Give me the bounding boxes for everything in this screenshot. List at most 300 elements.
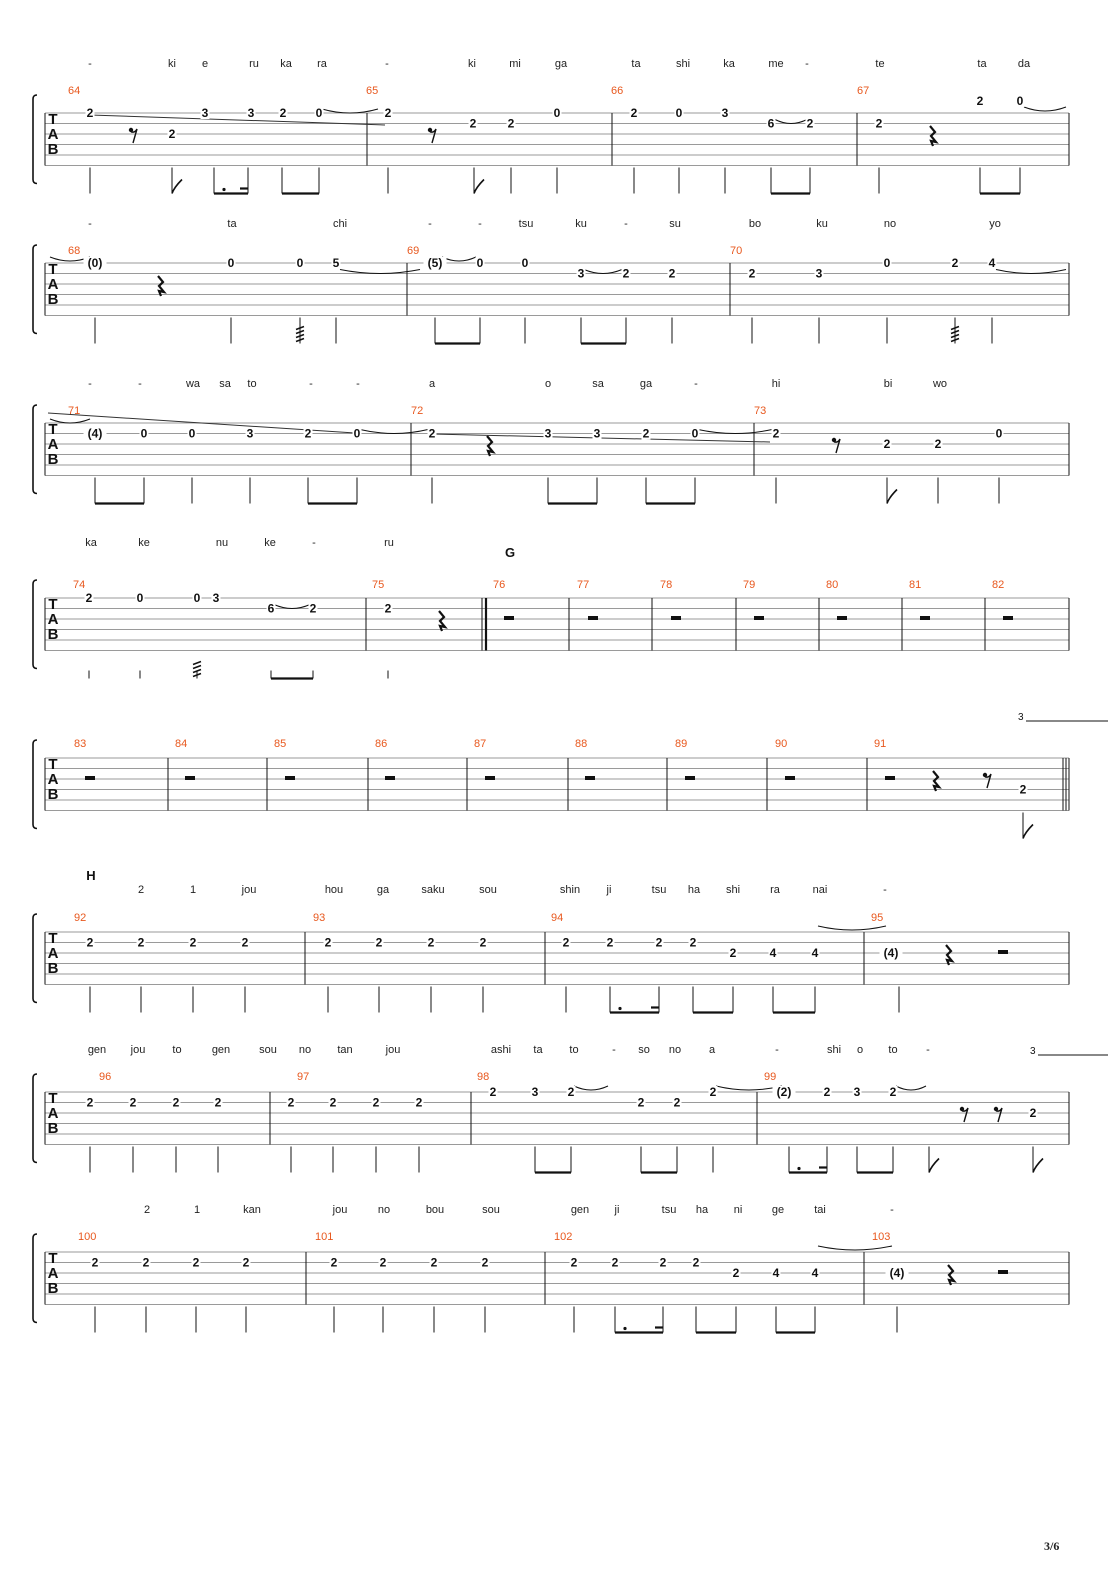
lyric-syllable: ka bbox=[280, 58, 292, 70]
lyric-syllable: ga bbox=[554, 58, 568, 70]
fret-number: 6 bbox=[767, 116, 775, 131]
fret-number: 2 bbox=[384, 106, 392, 120]
lyric-syllable: sa bbox=[592, 378, 604, 390]
tab-clef-letter: B bbox=[47, 451, 59, 468]
tab-clef-letter: T bbox=[48, 596, 58, 613]
fret-number: 3 bbox=[246, 426, 254, 441]
tremolo-stroke bbox=[193, 662, 201, 665]
fret-number: 2 bbox=[1019, 782, 1027, 797]
half-rest bbox=[998, 1270, 1008, 1274]
tie bbox=[775, 120, 807, 124]
measure-rest bbox=[1003, 616, 1013, 620]
fret-number: 2 bbox=[692, 1255, 700, 1270]
fret-number: 2 bbox=[329, 1095, 337, 1110]
fret-number: (5) bbox=[427, 256, 443, 270]
fret-number: 2 bbox=[875, 116, 883, 131]
tie bbox=[274, 605, 310, 609]
measure-number: 89 bbox=[675, 738, 688, 750]
tab-clef-letter: T bbox=[48, 421, 58, 438]
lyric-syllable: bo bbox=[748, 218, 762, 230]
measure-number: 86 bbox=[375, 738, 388, 750]
fret-number: 2 bbox=[570, 1255, 578, 1270]
note-flag bbox=[172, 180, 182, 194]
quarter-rest bbox=[439, 611, 445, 631]
measure-number: 74 bbox=[73, 579, 86, 591]
tie bbox=[574, 1086, 608, 1090]
fret-number: 2 bbox=[287, 1095, 295, 1110]
lyric-syllable: ke bbox=[264, 537, 276, 549]
lyric-syllable: to bbox=[247, 378, 257, 390]
measure-rest bbox=[671, 616, 681, 620]
lyric-syllable: wo bbox=[932, 378, 948, 390]
lyric-syllable: shi bbox=[675, 58, 691, 70]
quarter-rest bbox=[933, 771, 939, 791]
fret-number: 0 bbox=[883, 256, 891, 270]
measure-number: 88 bbox=[575, 738, 588, 750]
fret-number: 2 bbox=[324, 935, 332, 950]
tie bbox=[698, 430, 772, 434]
system-bracket bbox=[33, 1234, 37, 1323]
measure-number: 64 bbox=[68, 85, 81, 97]
measure-number: 77 bbox=[577, 579, 590, 591]
tab-clef-letter: A bbox=[47, 126, 59, 143]
fret-number: 3 bbox=[531, 1085, 539, 1099]
measure-rest bbox=[485, 776, 495, 780]
fret-number: 2 bbox=[137, 935, 145, 950]
lyric-syllable: no bbox=[377, 1204, 391, 1216]
fret-number: 2 bbox=[86, 106, 94, 120]
lyric-syllable: nu bbox=[215, 537, 229, 549]
fret-number: 2 bbox=[242, 1255, 250, 1270]
fret-number: 0 bbox=[553, 106, 561, 120]
lyric-syllable: ji bbox=[614, 1204, 620, 1216]
lyric-syllable: jou bbox=[130, 1044, 146, 1056]
fret-number: 2 bbox=[883, 437, 891, 451]
fret-number: (4) bbox=[883, 946, 899, 960]
lyric-syllable: - bbox=[312, 537, 316, 549]
quarter-rest bbox=[946, 945, 952, 965]
fret-number: 2 bbox=[729, 946, 737, 960]
lyric-syllable: ga bbox=[376, 884, 390, 896]
fret-number: 2 bbox=[642, 426, 650, 441]
measure-rest bbox=[185, 776, 195, 780]
measure-rest bbox=[920, 616, 930, 620]
fret-number: (4) bbox=[87, 426, 103, 441]
lyric-syllable: da bbox=[1017, 58, 1031, 70]
fret-number: 2 bbox=[630, 106, 638, 120]
fret-number: 2 bbox=[189, 935, 197, 950]
lyric-syllable: to bbox=[172, 1044, 182, 1056]
lyric-syllable: ke bbox=[138, 537, 150, 549]
dot bbox=[797, 1167, 800, 1170]
fret-number: 2 bbox=[415, 1095, 423, 1110]
fret-number: 2 bbox=[168, 127, 176, 141]
measure-number: 67 bbox=[857, 85, 870, 97]
fret-number: 3 bbox=[853, 1085, 861, 1099]
fret-number: 2 bbox=[889, 1085, 897, 1099]
tab-system-1 bbox=[33, 95, 1069, 194]
fret-number: 4 bbox=[769, 946, 777, 960]
lyric-syllable: ge bbox=[771, 1204, 785, 1216]
quarter-rest bbox=[158, 276, 164, 296]
measure-number: 94 bbox=[551, 912, 564, 924]
lyric-syllable: - bbox=[385, 58, 389, 70]
fret-number: 3 bbox=[815, 266, 823, 281]
system-bracket bbox=[33, 95, 37, 184]
measure-number: 68 bbox=[68, 245, 81, 257]
section-marker: G bbox=[504, 545, 516, 560]
fret-number: 2 bbox=[86, 1095, 94, 1110]
lyric-syllable: ga bbox=[639, 378, 653, 390]
lyric-syllable: ta bbox=[533, 1044, 543, 1056]
lyric-syllable: - bbox=[612, 1044, 616, 1056]
fret-number: 2 bbox=[673, 1095, 681, 1110]
lyric-syllable: hi bbox=[771, 378, 781, 390]
quarter-rest bbox=[930, 126, 936, 146]
lyric-syllable: - bbox=[138, 378, 142, 390]
fret-number: 2 bbox=[129, 1095, 137, 1110]
tie bbox=[996, 270, 1066, 274]
fret-number: 3 bbox=[212, 591, 220, 605]
fret-number: 3 bbox=[544, 426, 552, 441]
fret-number: 2 bbox=[823, 1085, 831, 1099]
measure-number: 65 bbox=[366, 85, 379, 97]
lyric-syllable: 2 bbox=[137, 884, 145, 896]
section-marker: H bbox=[86, 868, 96, 883]
lyric-syllable: ra bbox=[770, 884, 780, 896]
measure-number: 98 bbox=[477, 1071, 490, 1083]
lyric-syllable: hou bbox=[324, 884, 344, 896]
fret-number: 2 bbox=[241, 935, 249, 950]
dot bbox=[222, 188, 225, 191]
lyric-syllable: no bbox=[298, 1044, 312, 1056]
tab-clef-letter: B bbox=[47, 786, 59, 803]
lyric-syllable: ki bbox=[468, 58, 476, 70]
fret-number: 0 bbox=[227, 256, 235, 270]
fret-number: 3 bbox=[721, 106, 729, 120]
measure-number: 72 bbox=[411, 405, 424, 417]
lyric-syllable: nai bbox=[812, 884, 828, 896]
fret-number: 2 bbox=[611, 1255, 619, 1270]
measure-number: 91 bbox=[874, 738, 887, 750]
lyric-syllable: ta bbox=[977, 58, 987, 70]
fret-number: 0 bbox=[193, 591, 201, 605]
fret-number: 0 bbox=[995, 426, 1003, 441]
tab-clef-letter: T bbox=[48, 930, 58, 947]
lyric-syllable: ka bbox=[85, 537, 97, 549]
fret-number: 2 bbox=[430, 1255, 438, 1270]
lyric-syllable: sa bbox=[219, 378, 231, 390]
tab-system-6 bbox=[33, 914, 1069, 1013]
fret-number: 2 bbox=[709, 1085, 717, 1099]
fret-number: 2 bbox=[668, 266, 676, 281]
lyric-syllable: tai bbox=[814, 1204, 826, 1216]
tab-clef-letter: T bbox=[48, 111, 58, 128]
fret-number: 2 bbox=[951, 256, 959, 270]
tab-system-3 bbox=[33, 405, 1069, 504]
measure-number: 103 bbox=[872, 1231, 891, 1243]
lyric-syllable: su bbox=[669, 218, 681, 230]
note-flag bbox=[887, 490, 897, 504]
fret-number: 3 bbox=[593, 426, 601, 441]
tie bbox=[896, 1086, 926, 1090]
fret-number: 2 bbox=[655, 935, 663, 950]
fret-number: 2 bbox=[428, 426, 436, 441]
tab-system-5 bbox=[33, 721, 1108, 839]
fret-number: 0 bbox=[1016, 94, 1024, 108]
fret-number: (0) bbox=[87, 256, 103, 270]
tab-system-4 bbox=[33, 580, 1069, 679]
lyric-syllable: - bbox=[88, 378, 92, 390]
lyric-syllable: no bbox=[668, 1044, 682, 1056]
lyric-syllable: gen bbox=[211, 1044, 231, 1056]
lyric-syllable: so bbox=[638, 1044, 650, 1056]
lyric-syllable: - bbox=[624, 218, 628, 230]
fret-number: 2 bbox=[637, 1095, 645, 1110]
page-number: 3/6 bbox=[1044, 1539, 1060, 1553]
fret-number: 0 bbox=[188, 426, 196, 441]
tab-clef-letter: B bbox=[47, 626, 59, 643]
fret-number: 0 bbox=[675, 106, 683, 120]
measure-number: 102 bbox=[554, 1231, 573, 1243]
lyric-syllable: chi bbox=[332, 218, 348, 230]
tab-system-8 bbox=[33, 1234, 1069, 1333]
measure-number: 97 bbox=[297, 1071, 310, 1083]
measure-number: 79 bbox=[743, 579, 756, 591]
measure-number: 95 bbox=[871, 912, 884, 924]
fret-number: 2 bbox=[375, 935, 383, 950]
tie bbox=[442, 257, 476, 261]
measure-number: 96 bbox=[99, 1071, 112, 1083]
quarter-rest bbox=[487, 436, 493, 456]
dot bbox=[618, 1007, 621, 1010]
fret-number: 2 bbox=[309, 601, 317, 616]
lyric-syllable: ha bbox=[687, 884, 701, 896]
fret-number: 2 bbox=[689, 935, 697, 950]
lyric-syllable: sou bbox=[482, 1204, 500, 1216]
system-bracket bbox=[33, 245, 37, 334]
measure-rest bbox=[588, 616, 598, 620]
measure-number: 71 bbox=[68, 405, 81, 417]
fret-number: 2 bbox=[427, 935, 435, 950]
lyric-syllable: o bbox=[544, 378, 552, 390]
lyric-syllable: ashi bbox=[490, 1044, 512, 1056]
lyric-syllable: bou bbox=[425, 1204, 445, 1216]
tab-clef-letter: B bbox=[47, 291, 59, 308]
quarter-rest bbox=[948, 1265, 954, 1285]
lyric-syllable: - bbox=[890, 1204, 894, 1216]
measure-number: 85 bbox=[274, 738, 287, 750]
fret-number: 2 bbox=[772, 426, 780, 441]
lyric-syllable: kan bbox=[243, 1204, 261, 1216]
fret-number: (2) bbox=[776, 1085, 792, 1099]
tab-clef-letter: A bbox=[47, 611, 59, 628]
note-flag bbox=[474, 180, 484, 194]
fret-number: 2 bbox=[86, 935, 94, 950]
tab-clef-letter: T bbox=[48, 756, 58, 773]
fret-number: 0 bbox=[353, 426, 361, 441]
fret-number: 6 bbox=[267, 601, 275, 616]
tie bbox=[584, 270, 622, 274]
measure-number: 76 bbox=[493, 579, 506, 591]
lyric-syllable: ka bbox=[723, 58, 735, 70]
lyric-syllable: gen bbox=[87, 1044, 107, 1056]
fret-number: 2 bbox=[379, 1255, 387, 1270]
lyric-syllable: jou bbox=[241, 884, 257, 896]
lyric-syllable: tan bbox=[337, 1044, 353, 1056]
fret-number: 3 bbox=[577, 266, 585, 281]
fret-number: 2 bbox=[330, 1255, 338, 1270]
note-flag bbox=[1023, 825, 1033, 839]
lyric-syllable: saku bbox=[421, 884, 445, 896]
lyric-syllable: ni bbox=[733, 1204, 743, 1216]
fret-number: 2 bbox=[659, 1255, 667, 1270]
lyric-syllable: ku bbox=[575, 218, 587, 230]
lyric-syllable: ta bbox=[631, 58, 641, 70]
fret-number: 2 bbox=[1029, 1106, 1037, 1120]
lyric-syllable: no bbox=[883, 218, 897, 230]
fret-number: 4 bbox=[811, 946, 819, 960]
fret-number: 2 bbox=[806, 116, 814, 131]
tab-clef-letter: T bbox=[48, 1090, 58, 1107]
lyric-syllable: sou bbox=[259, 1044, 277, 1056]
measure-rest bbox=[504, 616, 514, 620]
lyric-syllable: tsu bbox=[518, 218, 534, 230]
fret-number: 2 bbox=[976, 94, 984, 108]
lyric-syllable: - bbox=[88, 218, 92, 230]
fret-number: 0 bbox=[140, 426, 148, 441]
fret-number: 2 bbox=[279, 106, 287, 120]
tab-clef-letter: A bbox=[47, 945, 59, 962]
tab-clef-letter: B bbox=[47, 960, 59, 977]
fret-number: 2 bbox=[192, 1255, 200, 1270]
lyric-syllable: e bbox=[201, 58, 209, 70]
measure-number: 84 bbox=[175, 738, 188, 750]
tab-clef-letter: T bbox=[48, 1250, 58, 1267]
lyric-syllable: - bbox=[356, 378, 360, 390]
fret-number: 2 bbox=[481, 1255, 489, 1270]
lyric-syllable: wa bbox=[185, 378, 201, 390]
fret-number: 2 bbox=[469, 116, 477, 131]
measure-number: 100 bbox=[78, 1231, 97, 1243]
lyric-syllable: bi bbox=[883, 378, 893, 390]
measure-rest bbox=[785, 776, 795, 780]
fret-number: 2 bbox=[384, 601, 392, 616]
dot bbox=[623, 1327, 626, 1330]
fret-number: 0 bbox=[521, 256, 529, 270]
measure-number: 82 bbox=[992, 579, 1005, 591]
lyric-syllable: shin bbox=[559, 884, 581, 896]
fret-number: 2 bbox=[172, 1095, 180, 1110]
lyric-syllable: jou bbox=[332, 1204, 348, 1216]
fret-number: 2 bbox=[91, 1255, 99, 1270]
fret-number: 2 bbox=[622, 266, 630, 281]
lyric-syllable: ta bbox=[227, 218, 237, 230]
fret-number: 2 bbox=[507, 116, 515, 131]
tab-clef-letter: A bbox=[47, 1105, 59, 1122]
tie bbox=[716, 1086, 782, 1090]
fret-number: 2 bbox=[567, 1085, 575, 1099]
measure-rest bbox=[585, 776, 595, 780]
lyric-syllable: te bbox=[875, 58, 885, 70]
tab-clef-letter: A bbox=[47, 1265, 59, 1282]
measure-number: 70 bbox=[730, 245, 743, 257]
system-bracket bbox=[33, 740, 37, 829]
system-bracket bbox=[33, 405, 37, 494]
measure-rest bbox=[885, 776, 895, 780]
fret-number: 2 bbox=[732, 1266, 740, 1280]
system-bracket bbox=[33, 1074, 37, 1163]
tab-clef-letter: B bbox=[47, 141, 59, 158]
lyric-syllable: 2 bbox=[143, 1204, 151, 1216]
fret-number: 0 bbox=[315, 106, 323, 120]
measure-number: 87 bbox=[474, 738, 487, 750]
lyric-syllable: shi bbox=[725, 884, 741, 896]
measure-number: 66 bbox=[611, 85, 624, 97]
fret-number: 2 bbox=[304, 426, 312, 441]
tuplet-number: 3 bbox=[1018, 712, 1024, 723]
lyric-syllable: - bbox=[88, 58, 92, 70]
lyric-syllable: 1 bbox=[193, 1204, 201, 1216]
fret-number: 4 bbox=[988, 256, 996, 270]
measure-number: 78 bbox=[660, 579, 673, 591]
fret-number: 4 bbox=[811, 1266, 819, 1280]
measure-rest bbox=[385, 776, 395, 780]
lyric-syllable: ha bbox=[695, 1204, 709, 1216]
tremolo-stroke bbox=[193, 666, 201, 669]
tab-clef-letter: B bbox=[47, 1280, 59, 1297]
tab-clef-letter: A bbox=[47, 436, 59, 453]
lyric-syllable: ku bbox=[816, 218, 828, 230]
lyric-syllable: 1 bbox=[189, 884, 197, 896]
fret-number: (4) bbox=[889, 1266, 905, 1280]
measure-number: 83 bbox=[74, 738, 87, 750]
system-bracket bbox=[33, 580, 37, 669]
lyric-syllable: ki bbox=[168, 58, 176, 70]
lyric-syllable: ji bbox=[606, 884, 612, 896]
tuplet-number: 3 bbox=[1030, 1046, 1036, 1057]
lyric-syllable: me bbox=[768, 58, 784, 70]
fret-number: 2 bbox=[489, 1085, 497, 1099]
lyric-syllable: - bbox=[926, 1044, 930, 1056]
measure-rest bbox=[754, 616, 764, 620]
fret-number: 2 bbox=[214, 1095, 222, 1110]
lyric-syllable: ra bbox=[317, 58, 327, 70]
lyric-syllable: yo bbox=[989, 218, 1001, 230]
lyric-syllable: gen bbox=[570, 1204, 590, 1216]
lyric-syllable: - bbox=[805, 58, 809, 70]
lyric-syllable: to bbox=[888, 1044, 898, 1056]
fret-number: 0 bbox=[296, 256, 304, 270]
fret-number: 0 bbox=[476, 256, 484, 270]
measure-number: 73 bbox=[754, 405, 767, 417]
lyric-syllable: - bbox=[775, 1044, 779, 1056]
note-flag bbox=[929, 1159, 939, 1173]
measure-number: 93 bbox=[313, 912, 326, 924]
tie bbox=[360, 430, 428, 434]
fret-number: 2 bbox=[748, 266, 756, 281]
tab-clef-letter: A bbox=[47, 771, 59, 788]
measure-rest bbox=[285, 776, 295, 780]
measure-number: 80 bbox=[826, 579, 839, 591]
lyric-syllable: ru bbox=[249, 58, 259, 70]
lyric-syllable: ru bbox=[384, 537, 394, 549]
fret-number: 2 bbox=[372, 1095, 380, 1110]
measure-number: 92 bbox=[74, 912, 87, 924]
measure-number: 69 bbox=[407, 245, 420, 257]
lyric-syllable: - bbox=[428, 218, 432, 230]
lyric-syllable: to bbox=[569, 1044, 579, 1056]
